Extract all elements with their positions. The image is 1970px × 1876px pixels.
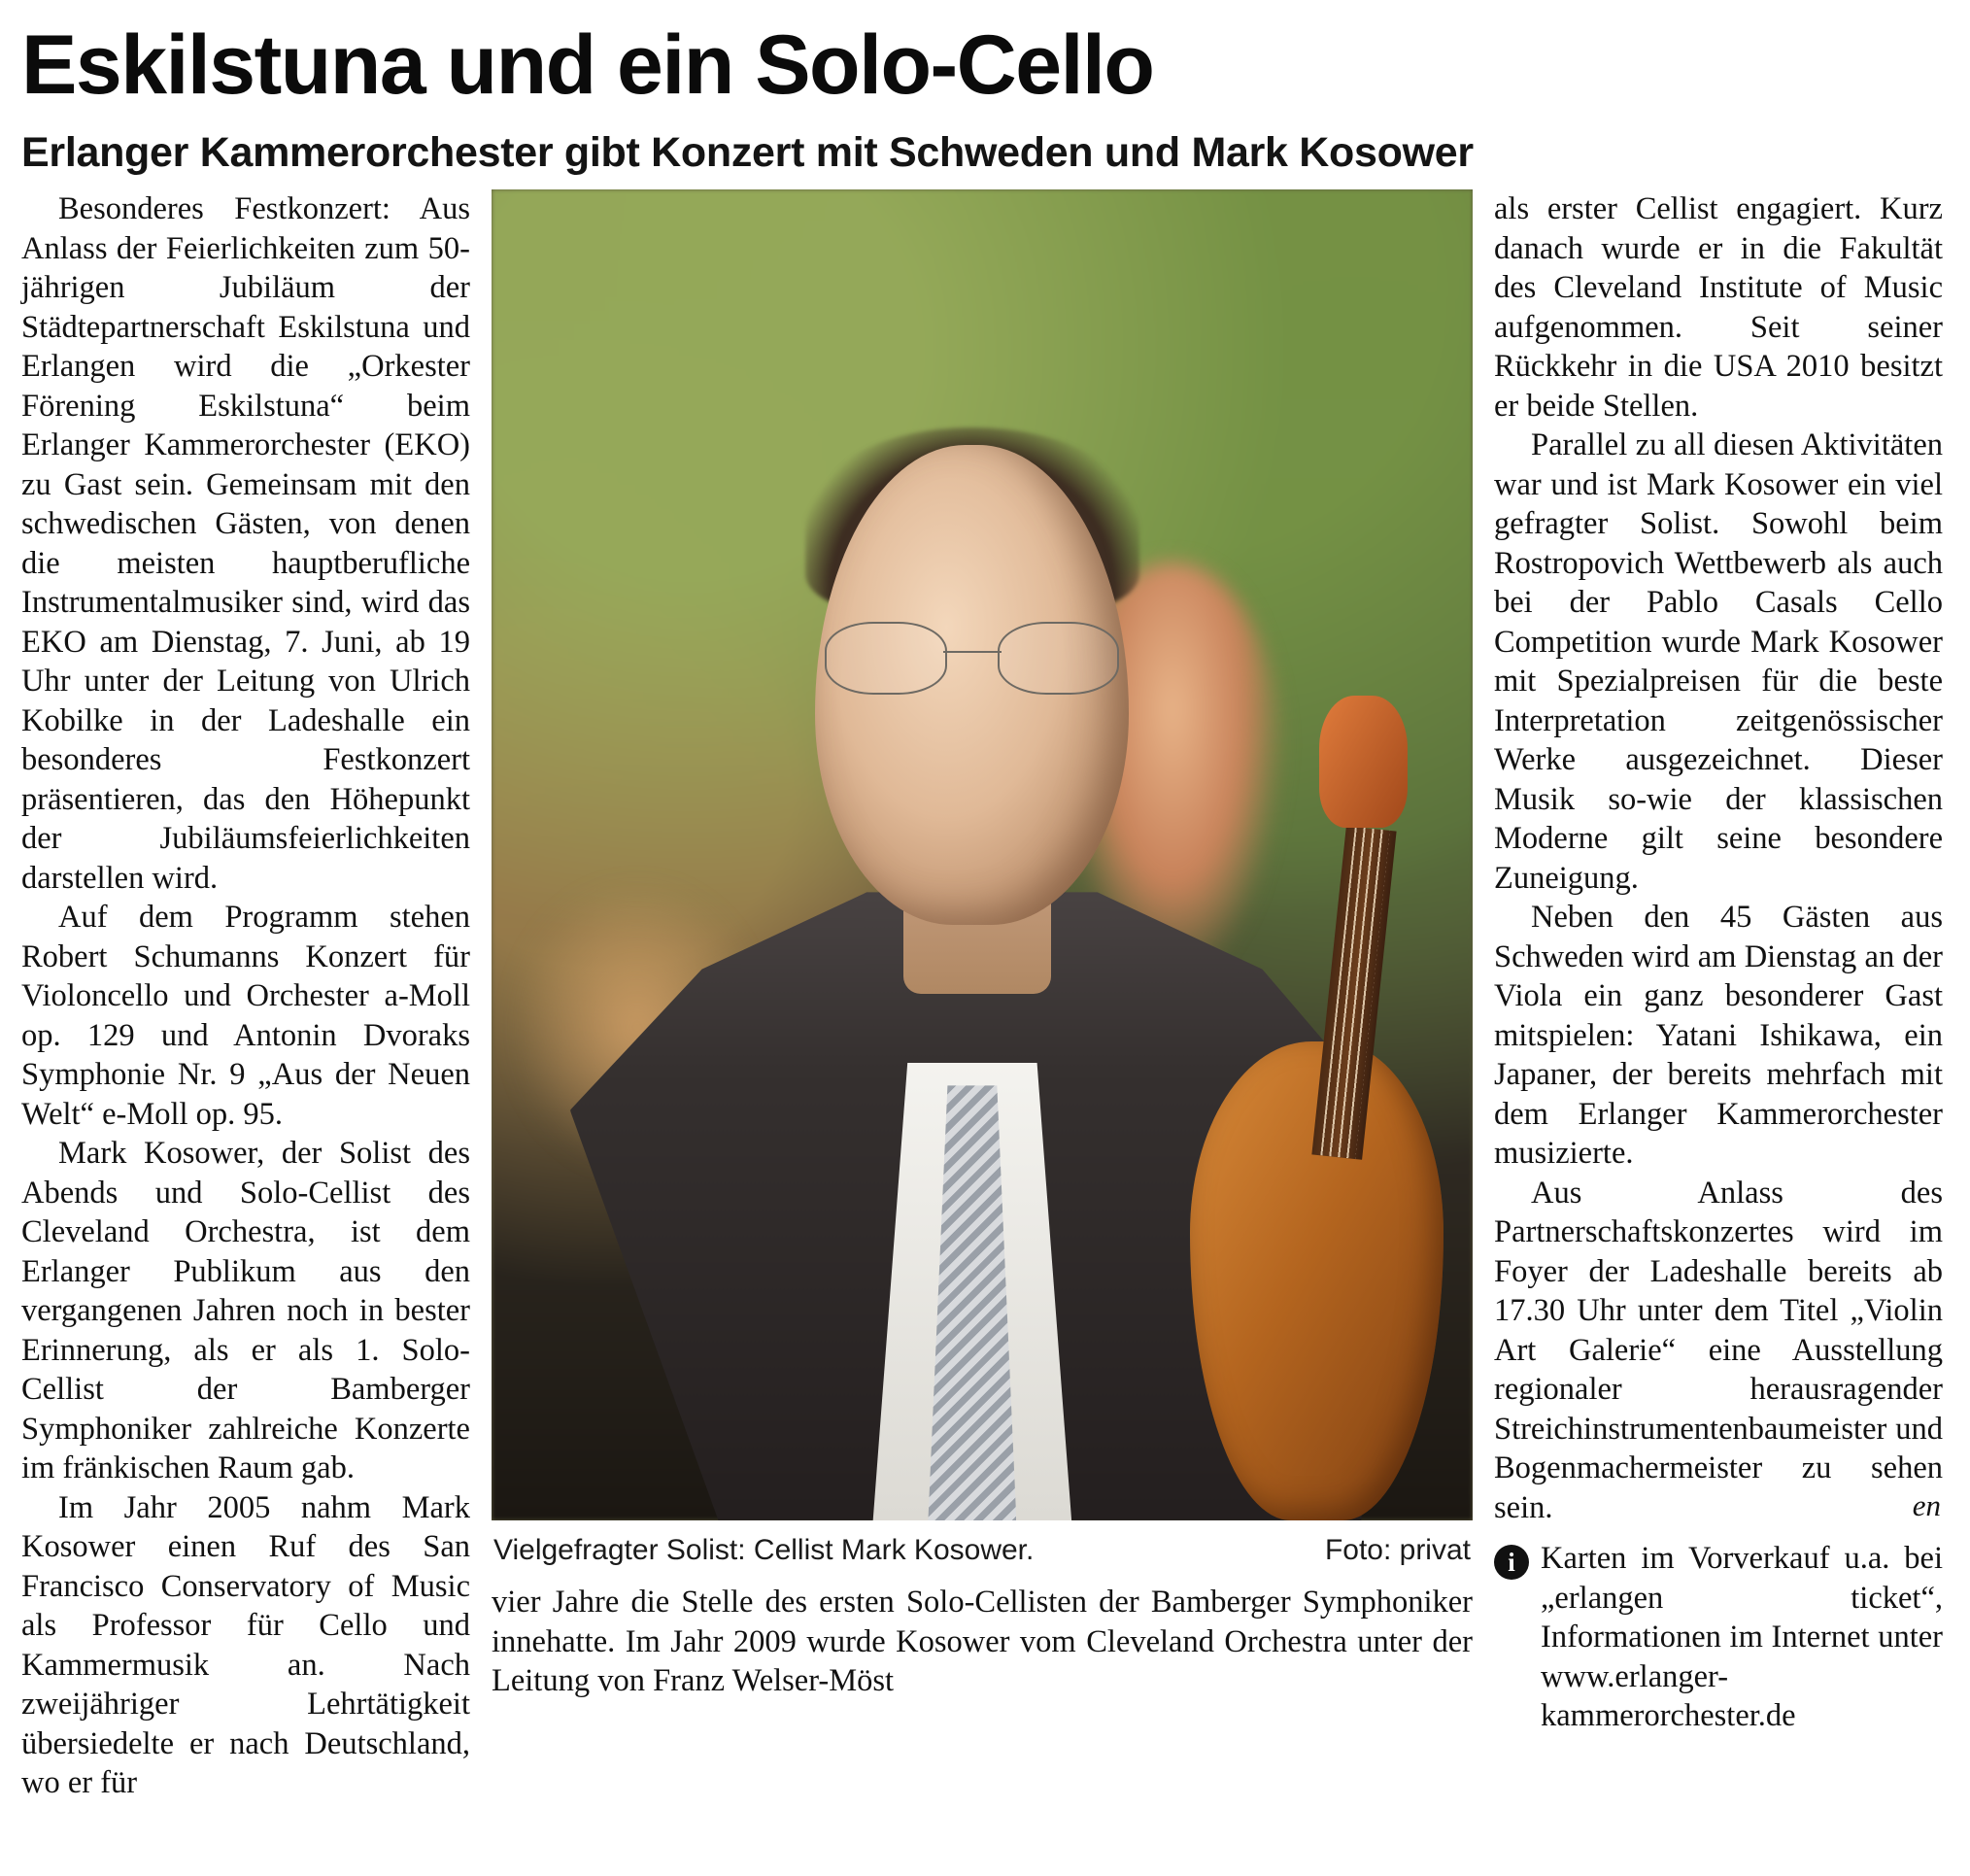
paragraph: Aus Anlass des Partnerschaftskonzertes wird im Foyer der Ladeshalle bereits ab 17.30 Uhr unter dem Titel „Violin Art Galerie“ eine Ausstellung regionaler herausragender Streichinstrumentenbaumeister und Bogenmachermeister zu sehen sein. xyxy=(1494,1175,1943,1525)
photo-caption-row xyxy=(492,1520,1473,1583)
paragraph: Parallel zu all diesen Aktivitäten war und ist Mark Kosower ein viel gefragter Solist. Sowohl beim Rostropovich Wettbewerb als auch bei der Pablo Casals Cello Competition wurde Mark Kosower mit Spezialpreisen für die beste Interpretation zeitgenössischer Werke ausgezeichnet. Dieser Musik so-wie der klassischen Moderne gilt seine besondere Zuneigung. xyxy=(1494,427,1943,896)
article-columns xyxy=(21,189,1949,1803)
paragraph: Im Jahr 2005 nahm Mark Kosower einen Ruf des San Francisco Conservatory of Music als Professor für Cello und Kammermusik an. Nach zweijähriger Lehrtätigkeit übersiedelte er nach Deutschland, wo er für xyxy=(21,1489,470,1801)
glasses-lens-left xyxy=(825,622,946,695)
page-title: Eskilstuna und ein Solo-Cello xyxy=(21,18,1154,112)
column-right xyxy=(1494,189,1943,1803)
column-left xyxy=(21,189,470,1803)
info-box-text: Karten im Vorverkauf u.a. bei „erlangen ticket“, Informationen im Internet unter www.erlanger-kammerorchester.de xyxy=(1541,1541,1943,1734)
photo-credit: Foto: privat xyxy=(1324,1534,1471,1567)
info-icon: i xyxy=(1494,1545,1529,1580)
glasses-lens-right xyxy=(998,622,1119,695)
photo-caption: Vielgefragter Solist: Cellist Mark Kosower. xyxy=(493,1534,1035,1567)
cello-scroll xyxy=(1319,696,1408,828)
paragraph: Mark Kosower, der Solist des Abends und Solo-Cellist des Cleveland Orchestra, ist dem Erlanger Publikum aus den vergangenen Jahren noch in bester Erinnerung, als er als 1. Solo-Cellist der Bamberger Symphoniker zahlreiche Konzerte im fränkischen Raum gab. xyxy=(21,1136,470,1486)
glasses-bridge xyxy=(943,651,1002,653)
article-photo xyxy=(492,189,1473,1520)
paragraph: Besonderes Festkonzert: Aus Anlass der Feierlichkeiten zum 50-jährigen Jubiläum der Städtepartnerschaft Eskilstuna und Erlangen wird die „Orkester Förening Eskilstuna“ beim Erlanger Kammerorchester (EKO) zu Gast sein. Gemeinsam mit den schwedischen Gästen, von denen die meisten hauptberufliche Instrumentalmusiker sind, wird das EKO am Dienstag, 7. Juni, ab 19 Uhr unter der Leitung von Ulrich Kobilke in der Ladeshalle ein besonderes Festkonzert präsentieren, das den Höhepunkt der Jubiläumsfeierlichkeiten darstellen wird. xyxy=(21,191,470,896)
paragraph: vier Jahre die Stelle des ersten Solo-Cellisten der Bamberger Symphoniker innehatte. Im Jahr 2009 wurde Kosower vom Cleveland Orchestra unter der Leitung von Franz Welser-Möst xyxy=(492,1585,1473,1699)
column-middle-text xyxy=(492,1583,1473,1701)
cello xyxy=(1149,696,1444,1520)
paragraph: als erster Cellist engagiert. Kurz danach wurde er in die Fakultät des Cleveland Institute of Music aufgenommen. Seit seiner Rückkehr in die USA 2010 besitzt er beide Stellen. xyxy=(1494,191,1943,424)
info-box xyxy=(1494,1539,1943,1736)
paragraph: Auf dem Programm stehen Robert Schumanns Konzert für Violoncello und Orchester a-Moll op. 129 und Antonin Dvoraks Symphonie Nr. 9 „Aus der Neuen Welt“ e-Moll op. 95. xyxy=(21,900,470,1132)
subject-glasses xyxy=(825,622,1119,691)
column-middle xyxy=(492,189,1473,1803)
paragraph: Neben den 45 Gästen aus Schweden wird am Dienstag an der Viola ein ganz besonderer Gast mitspielen: Yatani Ishikawa, ein Japaner, der bereits mehrfach mit dem Erlanger Kammerorchester musizierte. xyxy=(1494,900,1943,1172)
article-subhead: Erlanger Kammerorchester gibt Konzert mit Schweden und Mark Kosower xyxy=(21,128,1474,176)
author-signature: en xyxy=(1912,1488,1941,1523)
